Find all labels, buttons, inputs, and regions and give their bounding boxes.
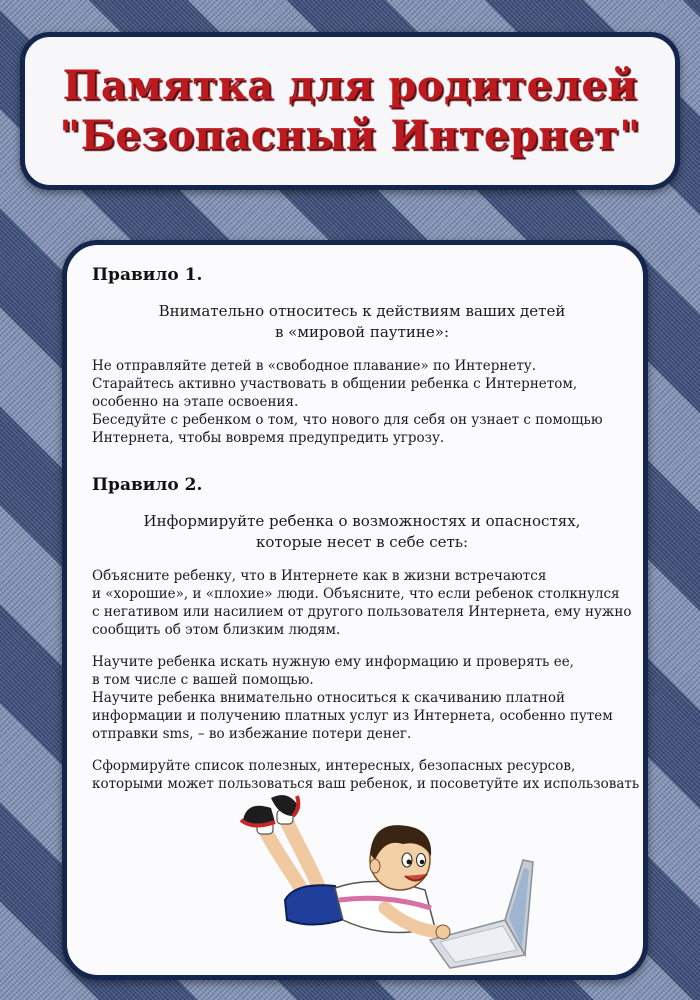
rule-1-subtitle-line: в «мировой паутине»: [274,323,450,341]
rule-2-paragraph-3 [92,757,648,793]
rule-2-p3-line: которыми может пользоваться ваш ребенок, и посоветуйте их использовать [92,776,640,792]
rule-2-p3-line: Сформируйте список полезных, интересных, безопасных ресурсов, [92,758,576,774]
rule-2-p1-line: сообщить об этом близким людям. [92,622,341,638]
rule-2-p1-line: Объясните ребенку, что в Интернете как в жизни встречаются [92,568,547,584]
rule-2-subtitle [92,511,632,553]
rule-2-paragraph-2 [92,653,648,743]
rule-2-p2-line: отправки sms, – во избежание потери денег. [92,726,412,742]
title-line-2: "Безопасный Интернет" [59,112,641,159]
rule-1-body-line: особенно на этапе освоения. [92,394,299,410]
rule-2-p2-line: информации и получению платных услуг из Интернета, особенно путем [92,708,613,724]
rule-2-heading: Правило 2. [92,475,203,495]
rule-1-subtitle [92,301,632,343]
title-banner [20,32,680,190]
title-line-1: Памятка для родителей [62,62,638,109]
rule-2-p1-line: с негативом или насилием от другого пользователя Интернета, ему нужно [92,604,632,620]
rule-2-subtitle-line: Информируйте ребенка о возможностях и опасностях, [143,512,581,530]
rule-2-subtitle-line: которые несет в себе сеть: [255,533,469,551]
rule-2-p2-line: в том числе с вашей помощью. [92,672,314,688]
rule-2-paragraph-1 [92,567,648,639]
rule-1-body [92,357,648,447]
content-text [92,263,648,793]
rule-2-p2-line: Научите ребенка внимательно относиться к скачиванию платной [92,690,565,706]
rule-1-body-line: Не отправляйте детей в «свободное плавание» по Интернету. [92,358,537,374]
rule-2-p1-line: и «хорошие», и «плохие» люди. Объясните, что если ребенок столкнулся [92,586,620,602]
rule-2-p2-line: Научите ребенка искать нужную ему информацию и проверять ее, [92,654,574,670]
rule-1-body-line: Беседуйте с ребенком о том, что нового для себя он узнает с помощью [92,412,603,428]
rule-1-body-line: Старайтесь активно участвовать в общении ребенка с Интернетом, [92,376,578,392]
rule-1-heading: Правило 1. [92,265,203,285]
rule-1-body-line: Интернета, чтобы вовремя предупредить угрозу. [92,430,445,446]
boy-with-laptop-icon [235,790,535,970]
rule-1-subtitle-line: Внимательно относитесь к действиям ваших детей [158,302,566,320]
